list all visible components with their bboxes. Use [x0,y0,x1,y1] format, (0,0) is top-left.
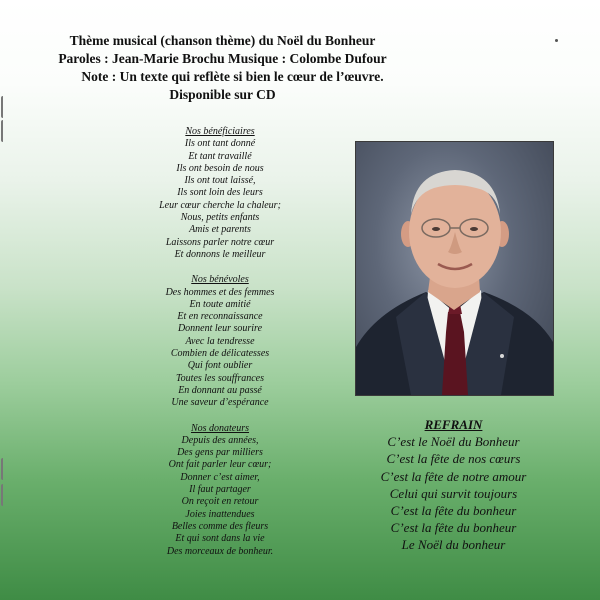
binder-hole [1,484,7,506]
header-credits-line: Paroles : Jean-Marie Brochu Musique : Colombe Dufour [58,51,387,66]
refrain-line: C’est la fête du bonheur [390,520,517,536]
poem-line: Laissons parler notre cœur [165,236,275,248]
poem-line: Donnent leur sourire [177,323,263,335]
poem-line: Ils ont tout laissé, [184,175,256,187]
poem-line: En donnant au passé [178,384,262,396]
print-speck [555,39,558,42]
poem-line: Depuis des années, [181,434,259,446]
header-title-line: Thème musical (chanson thème) du Noël du Bonheur [69,33,376,48]
poem-line: Amis et parents [189,224,251,236]
poem-line: Belles comme des fleurs [171,520,269,532]
poem-line: Des morceaux de bonheur. [166,545,274,557]
poem-line: Leur cœur cherche la chaleur; [159,199,281,211]
poem-line: Des gens par milliers [177,447,263,459]
poem-line: Et qui sont dans la vie [175,533,265,545]
poem-line: Avec la tendresse [185,335,255,347]
poem-line: Nous, petits enfants [180,212,260,224]
poem-verses [138,126,302,571]
poem-line: Ils ont tant donné [184,138,256,150]
poem-line: Et donnons le meilleur [174,248,266,260]
portrait-illustration [356,142,553,395]
header-availability-line: Disponible sur CD [169,87,276,102]
binder-hole [1,458,7,480]
refrain-line: C’est la fête du bonheur [390,503,517,519]
stanza-title: Nos bénéficiaires [185,126,255,137]
poem-line: Il faut partager [189,484,251,496]
refrain-line: C’est le Noël du Bonheur [387,434,520,450]
poem-line: Toutes les souffrances [176,372,264,384]
poem-line: Une saveur d’espérance [171,397,269,409]
poem-line: Et en reconnaissance [177,311,263,323]
poem-line: Combien de délicatesses [170,348,270,360]
poem-line: Qui font oublier [187,360,253,372]
poem-line: Donner c’est aimer, [180,471,260,483]
binder-hole [1,120,7,142]
poem-line: Ils sont loin des leurs [177,187,263,199]
poem-stanza [138,423,302,558]
refrain-lines [355,433,552,553]
refrain-line: C’est la fête de notre amour [380,468,527,484]
stanza-title: Nos bénévoles [191,274,249,286]
refrain-title: REFRAIN [424,417,483,432]
poem-line: Et tant travaillé [188,150,252,162]
refrain-line: Celui qui survit toujours [389,485,518,501]
refrain-line: Le Noël du bonheur [401,537,506,553]
poem-stanza [138,274,302,409]
stanza-title: Nos donateurs [190,422,250,434]
refrain [355,416,552,554]
poem-stanza [138,126,302,261]
song-header [0,32,445,104]
header-note-line: Note : Un texte qui reflète si bien le cœur de l’œuvre. [81,69,384,84]
portrait-photo [355,141,554,396]
refrain-line: C’est la fête de nos cœurs [386,451,521,467]
poem-line: Ont fait parler leur cœur; [168,459,272,471]
poem-line: En toute amitié [189,298,251,310]
poem-line: On reçoit en retour [181,496,259,508]
poem-line: Ils ont besoin de nous [176,162,264,174]
poem-line: Des hommes et des femmes [165,286,275,298]
poem-line: Joies inattendues [185,508,255,520]
